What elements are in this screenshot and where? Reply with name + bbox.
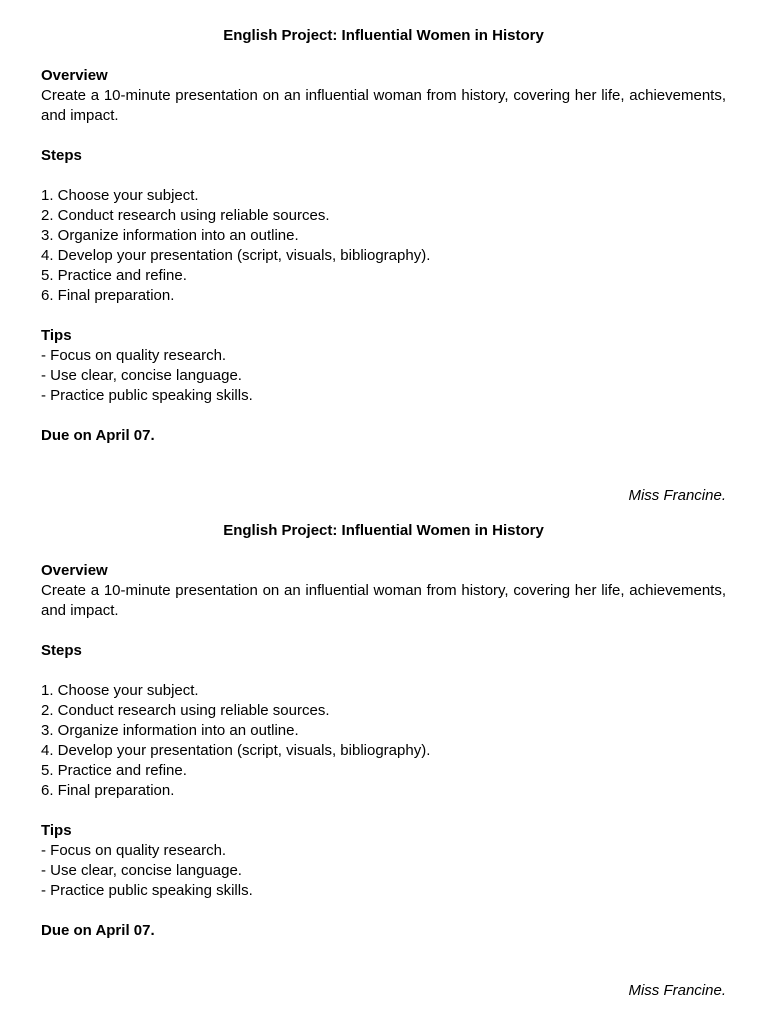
step-item: 5. Practice and refine. — [41, 762, 187, 779]
document-title: English Project: Influential Women in History — [223, 27, 544, 44]
overview-text: Create a 10-minute presentation on an influential woman from history, covering her life, achievements, and impact. — [41, 87, 726, 124]
step-item: 6. Final preparation. — [41, 782, 175, 799]
steps-heading: Steps — [41, 147, 82, 164]
steps-list — [41, 186, 726, 306]
tip-item: - Practice public speaking skills. — [41, 882, 253, 899]
tip-item: - Focus on quality research. — [41, 347, 227, 364]
tips-heading: Tips — [41, 327, 72, 344]
step-item: 3. Organize information into an outline. — [41, 227, 299, 244]
overview-text: Create a 10-minute presentation on an influential woman from history, covering her life, achievements, and impact. — [41, 582, 726, 619]
step-item: 1. Choose your subject. — [41, 682, 199, 699]
step-item: 5. Practice and refine. — [41, 267, 187, 284]
teacher-signature: Miss Francine. — [628, 487, 726, 504]
steps-list — [41, 681, 726, 801]
step-item: 2. Conduct research using reliable sources. — [41, 207, 330, 224]
tips-list — [41, 841, 726, 901]
teacher-signature: Miss Francine. — [628, 982, 726, 999]
document-title: English Project: Influential Women in History — [223, 522, 544, 539]
step-item: 4. Develop your presentation (script, visuals, bibliography). — [41, 247, 431, 264]
overview-heading: Overview — [41, 67, 108, 84]
step-item: 3. Organize information into an outline. — [41, 722, 299, 739]
handout-copy-2 — [41, 521, 726, 1001]
handout-copy-1 — [41, 26, 726, 506]
tip-item: - Use clear, concise language. — [41, 862, 242, 879]
due-date: Due on April 07. — [41, 427, 155, 444]
tips-list — [41, 346, 726, 406]
tip-item: - Practice public speaking skills. — [41, 387, 253, 404]
step-item: 4. Develop your presentation (script, visuals, bibliography). — [41, 742, 431, 759]
due-date: Due on April 07. — [41, 922, 155, 939]
tip-item: - Focus on quality research. — [41, 842, 227, 859]
step-item: 6. Final preparation. — [41, 287, 175, 304]
tips-heading: Tips — [41, 822, 72, 839]
overview-heading: Overview — [41, 562, 108, 579]
tip-item: - Use clear, concise language. — [41, 367, 242, 384]
steps-heading: Steps — [41, 642, 82, 659]
step-item: 1. Choose your subject. — [41, 187, 199, 204]
step-item: 2. Conduct research using reliable sources. — [41, 702, 330, 719]
